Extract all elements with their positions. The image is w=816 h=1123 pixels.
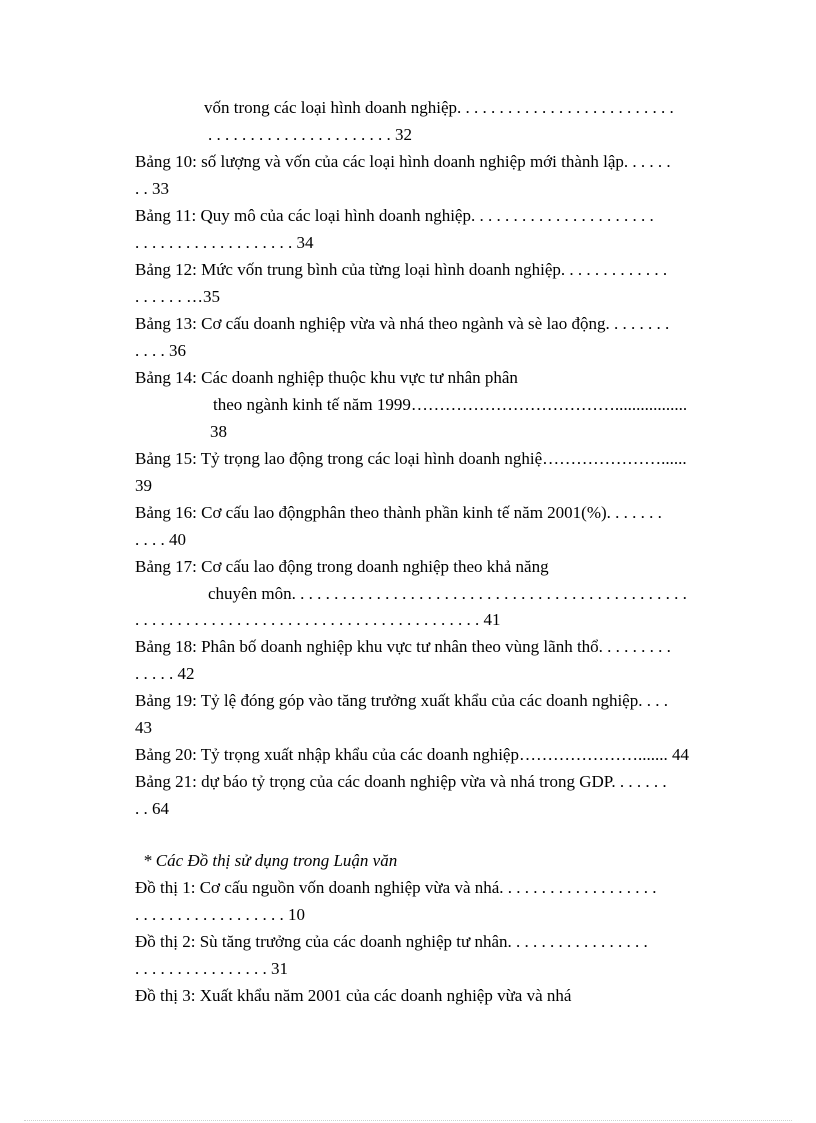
toc-line: Bảng 11: Quy mô của các loại hình doanh nghiệp. . . . . . . . . . . . . . . . . . . . . . <box>135 206 654 225</box>
toc-line: vốn trong các loại hình doanh nghiệp. . . . . . . . . . . . . . . . . . . . . . . . . . <box>204 98 674 117</box>
toc-line: 38 <box>210 422 227 441</box>
toc-line: . . 33 <box>135 179 169 198</box>
toc-line: Bảng 10: số lượng và vốn của các loại hình doanh nghiệp mới thành lập. . . . . . <box>135 152 671 171</box>
toc-line: theo ngành kinh tế năm 1999………………………………................. <box>213 395 688 414</box>
toc-line: . . . . . 42 <box>135 664 195 683</box>
toc-line: Bảng 19: Tỷ lệ đóng góp vào tăng trưởng xuất khẩu của các doanh nghiệp. . . . <box>135 691 668 710</box>
toc-line: chuyên môn. . . . . . . . . . . . . . . . . . . . . . . . . . . . . . . . . . . . . . . . . . . . . . . <box>208 584 687 603</box>
toc-line: Bảng 20: Tỷ trọng xuất nhập khẩu của các doanh nghiệp…………………....... 44 <box>135 745 689 764</box>
toc-line: Bảng 21: dự báo tỷ trọng của các doanh nghiệp vừa và nhá trong GDP. . . . . . . <box>135 772 667 791</box>
toc-line: . . . . 40 <box>135 530 186 549</box>
toc-line: Bảng 14: Các doanh nghiệp thuộc khu vực tư nhân phân <box>135 368 518 387</box>
toc-line: . . 64 <box>135 799 169 818</box>
toc-line: . . . . 36 <box>135 341 186 360</box>
toc-line: . . . . . . . . . . . . . . . . 31 <box>135 959 288 978</box>
toc-line: . . . . . . …35 <box>135 287 220 306</box>
toc-line: . . . . . . . . . . . . . . . . . . . . . . 32 <box>208 125 412 144</box>
toc-line: Bảng 15: Tỷ trọng lao động trong các loại hình doanh nghiệ…………………...... <box>135 449 687 468</box>
toc-line: . . . . . . . . . . . . . . . . . . . 34 <box>135 233 314 252</box>
toc-line: Bảng 13: Cơ cấu doanh nghiệp vừa và nhá theo ngành và sè lao động. . . . . . . . <box>135 314 670 333</box>
toc-line: Đồ thị 1: Cơ cấu nguồn vốn doanh nghiệp vừa và nhá. . . . . . . . . . . . . . . . . . . <box>135 878 657 897</box>
toc-line: . . . . . . . . . . . . . . . . . . . . . . . . . . . . . . . . . . . . . . . . . 41 <box>135 610 501 629</box>
toc-line: Bảng 12: Mức vốn trung bình của từng loại hình doanh nghiệp. . . . . . . . . . . . . <box>135 260 668 279</box>
page-bottom-divider <box>24 1120 792 1121</box>
toc-line: Bảng 17: Cơ cấu lao động trong doanh nghiệp theo khả năng <box>135 557 549 576</box>
toc-line: Bảng 18: Phân bố doanh nghiệp khu vực tư nhân theo vùng lãnh thổ. . . . . . . . . <box>135 637 671 656</box>
toc-line: 43 <box>135 718 152 737</box>
toc-line: . . . . . . . . . . . . . . . . . . 10 <box>135 905 305 924</box>
toc-line: Bảng 16: Cơ cấu lao độngphân theo thành phần kinh tế năm 2001(%). . . . . . . <box>135 503 662 522</box>
toc-line: 39 <box>135 476 152 495</box>
section-heading: * Các Đồ thị sử dụng trong Luận văn <box>143 851 398 870</box>
toc-line: Đồ thị 2: Sù tăng trưởng của các doanh nghiệp tư nhân. . . . . . . . . . . . . . . . . <box>135 932 648 951</box>
toc-line: Đồ thị 3: Xuất khẩu năm 2001 của các doanh nghiệp vừa và nhá <box>135 986 572 1005</box>
